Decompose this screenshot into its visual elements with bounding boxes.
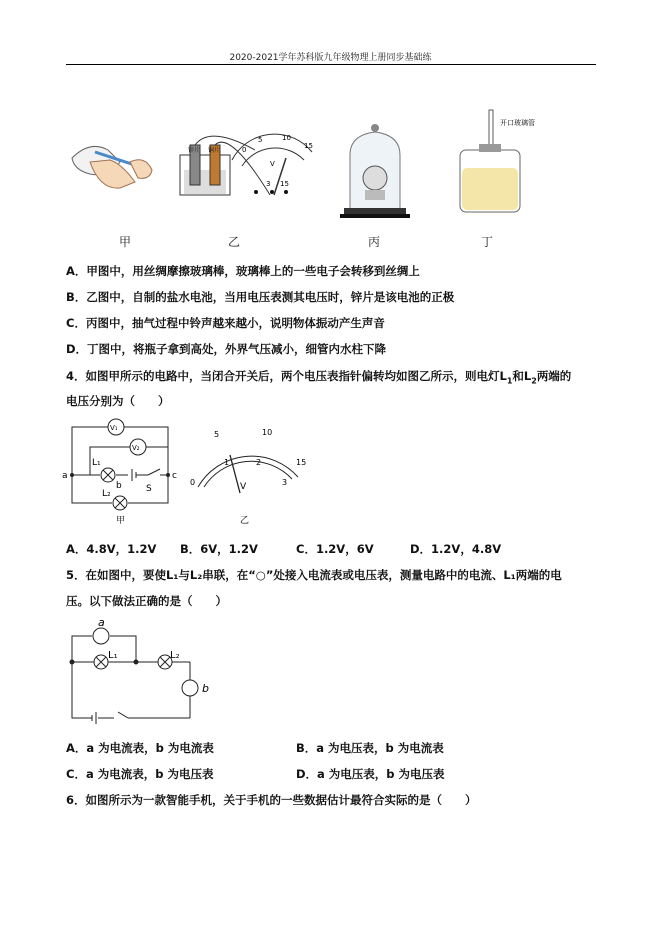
panel-jia-illustration — [72, 146, 152, 188]
q6-stem: 6．如图所示为一款智能手机，关于手机的一些数据估计最符合实际的是（ ） — [66, 793, 477, 807]
yi-caption: 乙 — [240, 516, 250, 526]
q4-option-d: D．1.2V，4.8V — [410, 542, 502, 556]
q5-option-c: C．a 为电流表，b 为电压表 — [66, 767, 214, 781]
jia-caption: 甲 — [116, 516, 126, 526]
jia-switch-s: S — [146, 484, 152, 494]
q4-option-c: C．1.2V，6V — [296, 542, 374, 556]
q5-option-b: B．a 为电压表，b 为电流表 — [296, 741, 444, 755]
panel-yi-illustration — [180, 134, 313, 195]
q5-L1: L₁ — [108, 650, 118, 661]
q3-option-a: A．甲图中，用丝绸摩擦玻璃棒，玻璃棒上的一些电子会转移到丝绸上 — [66, 264, 420, 278]
meter-scale-5: 5 — [258, 136, 263, 144]
jia-L2-bottom: L₂ — [102, 489, 111, 499]
q5-option-a: A．a 为电流表，b 为电流表 — [66, 741, 214, 755]
meter-terminal-3: 3 — [266, 180, 271, 188]
yi-top-5: 5 — [214, 430, 220, 439]
battery-label-zinc: 锌片 — [188, 147, 201, 154]
jia-point-c: c — [172, 471, 177, 481]
meter-scale-15: 15 — [304, 142, 313, 150]
q4-stem-line2: 电压分别为（ ） — [66, 394, 170, 408]
caption-ding: 丁 — [481, 235, 494, 249]
yi-bottom-0: 0 — [190, 478, 196, 487]
q5-point-a: a — [98, 616, 105, 629]
q5-option-d: D．a 为电压表，b 为电压表 — [296, 767, 445, 781]
q4-figure-jia — [60, 415, 190, 530]
q3-option-d: D．丁图中，将瓶子拿到高处，外界气压减小，细管内水柱下降 — [66, 342, 387, 356]
q5-figure — [62, 614, 222, 729]
battery-label-copper: 铜片 — [208, 147, 221, 154]
meter-terminal-15: 15 — [280, 180, 289, 188]
page-header: 2020-2021学年苏科版九年级物理上册同步基础练 — [229, 53, 432, 63]
q4-option-a: A．4.8V，1.2V — [66, 542, 157, 556]
q5-point-b: b — [202, 682, 209, 695]
panel-ding-illustration — [460, 110, 535, 212]
caption-yi: 乙 — [228, 235, 241, 249]
jia-v1: V₁ — [110, 424, 118, 432]
yi-bottom-3: 3 — [282, 478, 288, 487]
q4-stem-line1 — [66, 368, 571, 385]
yi-bottom-1: 1 — [224, 458, 230, 467]
q3-option-c: C．丙图中，抽气过程中铃声越来越小，说明物体振动产生声音 — [66, 316, 385, 330]
q4-stem-text: 4．如图甲所示的电路中，当闭合开关后，两个电压表指针偏转均如图乙所示，则电灯 — [66, 369, 500, 383]
jia-v2: V₂ — [132, 444, 140, 452]
meter-scale-10: 10 — [282, 134, 291, 142]
jia-point-b: b — [116, 481, 122, 491]
yi-bottom-2: 2 — [256, 458, 262, 467]
yi-unit: V — [240, 482, 247, 492]
tube-label: 开口玻璃管 — [500, 119, 535, 127]
q3-option-b: B．乙图中，自制的盐水电池，当用电压表测其电压时，锌片是该电池的正极 — [66, 290, 455, 304]
q5-stem-line1: 5．在如图中，要使L₁与L₂串联，在“○”处接入电流表或电压表，测量电路中的电流、L₁两端的电 — [66, 568, 562, 582]
q4-l1: L — [499, 369, 507, 383]
q4-and: 和 — [512, 369, 524, 383]
jia-L1-top: L₁ — [92, 458, 101, 468]
jia-point-a: a — [62, 471, 68, 481]
q5-stem-line2: 压。以下做法正确的是（ ） — [66, 594, 227, 608]
caption-bing: 丙 — [368, 235, 381, 249]
meter-unit: V — [270, 160, 275, 168]
caption-jia: 甲 — [119, 235, 132, 249]
panel-bing-illustration — [340, 124, 410, 218]
q4-l2-sub: 2 — [531, 376, 537, 386]
header-rule — [66, 64, 596, 65]
yi-top-15: 15 — [296, 458, 307, 467]
yi-top-10: 10 — [262, 428, 273, 437]
q4-option-b: B．6V，1.2V — [180, 542, 258, 556]
q4-figure-yi — [186, 425, 316, 530]
q4-tail: 两端的 — [536, 369, 572, 383]
q5-L2: L₂ — [170, 650, 180, 661]
q4-l2: L — [523, 369, 532, 383]
figure-1 — [60, 100, 580, 250]
q4-l1-sub: 1 — [506, 376, 513, 386]
meter-scale-0: 0 — [242, 146, 247, 154]
